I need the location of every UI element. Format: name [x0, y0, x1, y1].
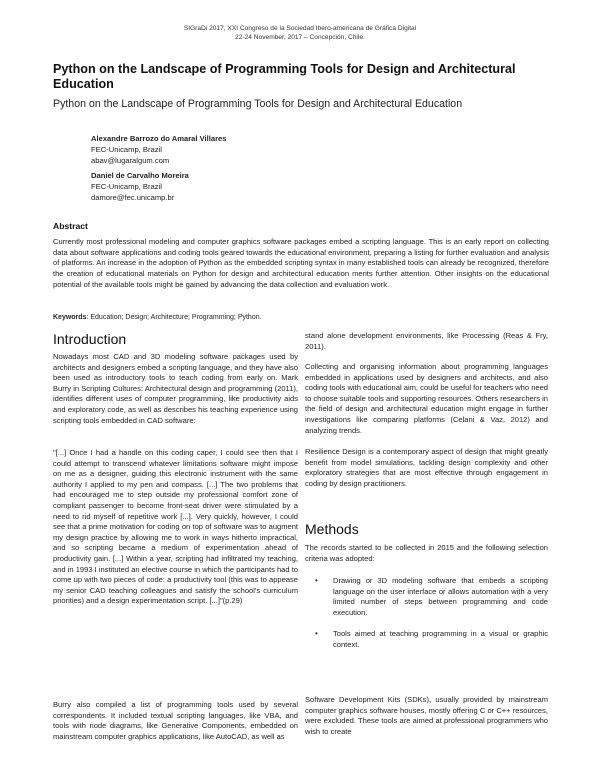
list-item: • Tools aimed at teaching programming in a visual or graphic context. — [315, 629, 548, 649]
conference-header-line1: SIGraDi 2017, XXI Congreso de la Sociedad Ibero-americana de Gráfica Digital — [183, 25, 417, 32]
author-block-2 — [91, 170, 189, 203]
author-email: damore@fec.unicamp.br — [91, 193, 175, 202]
burry-quote: "[...] Once I had a handle on this coding caper, I could see then that I could attempt to transcend whatever limitations software might impose on me as a designer, guiding this electronic instrument with the same authority I applied to my pen and compass. [...] The two problems that had encouraged me to step outside my professional comfort zone of compliant passenger to become front-seat driver were stimulated by a need to rid myself of repetitive work [...]. Very quickly, however, I could see that a prime motivation for coding on top of software was to augment my design practice by allowing me to work in ways hitherto impractical, and so scripting became a medium of experimentation ahead of productivity gain. [...] Within a year, scripting had infiltrated my teaching, and in 1993 I instituted an elective course in which the participants had to come up with two pieces of code: a productivity tool (this was to appease my senior CAD teaching colleagues and satisfy the school's curriculum priorities) and a design experimentation script. [...]"(p.29) — [53, 448, 298, 606]
abstract-text: Currently most professional modeling and computer graphics software packages embed a scripting language. This is an early report on collecting data about software applications and coding tools geared towards the educational environment, preparing a listing for further evaluation and analysis of platforms. An increase in the adoption of Python as the embedded scripting syntax in many established tools can already be recognized, therefore the creation of educational materials on Python for design and architectural education merits further attention. Other insights on the educational potential of the available tools might be gained by advancing the data collection and evaluation work. — [53, 237, 549, 289]
author-affiliation: FEC-Unicamp, Brazil — [91, 145, 162, 154]
author-name: Alexandre Barrozo do Amaral Villares — [91, 134, 227, 143]
intro-paragraph-1: Nowadays most CAD and 3D modeling software packages used by architects and designers embed a scripting language, and they have also been used as introductory tools to teach coding from early on. Mark Burry in Scripting Cultures: Architectural design and programming (2011), identifies different uses of computer programming, like productivity aids and exploratory code, as well as describes his teaching experience using scripting tools embedded in CAD software: — [53, 352, 298, 425]
keywords — [53, 313, 549, 322]
keywords-label: Keywords — [53, 314, 87, 321]
methods-paragraph-1: The records started to be collected in 2015 and the following selection criteria was adopted: — [305, 543, 548, 563]
conference-header-line2: 22-24 November, 2017 – Concepción, Chile. — [235, 34, 365, 41]
methods-heading: Methods — [305, 521, 359, 537]
paper-subtitle: Python on the Landscape of Programming Tools for Design and Architectural Education — [53, 98, 463, 110]
methods-paragraph-2: Software Development Kits (SDKs), usually provided by mainstream computer graphics software houses, mostly offering C or C++ resources, were excluded. These tools are aimed at professional programmers who wish to create — [305, 695, 548, 736]
author-affiliation: FEC-Unicamp, Brazil — [91, 182, 162, 191]
list-item: • Drawing or 3D modeling software that embeds a scripting language on the user interface or allows automation with a very limited number of steps between programming and code execution. — [315, 576, 548, 617]
selection-criteria-list — [305, 576, 548, 662]
author-block-1 — [91, 133, 226, 166]
bullet-icon: • — [315, 576, 318, 585]
intro-paragraph-4: Resilience Design is a contemporary aspect of design that might greatly benefit from model simulations, tackling design complexity and other exploratory strategies that are most effective through engagement in coding by design practitioners. — [305, 447, 548, 488]
intro-paragraph-2-continued: stand alone development environments, like Processing (Reas & Fry, 2011). — [305, 331, 548, 351]
intro-paragraph-3: Collecting and organising information about programming languages embedded in applications used by designers and architects, and also coding tools with educational aim, could be useful for teachers who need to choose suitable tools and supporting resources. Others researchers in the field of design and architectural education might engage in further investigations like comparing platforms (Celani & Vaz, 2012) and analyzing trends. — [305, 362, 548, 435]
intro-paragraph-2: Burry also compiled a list of programming tools used by several correspondents. It included textual scripting languages, like VBA, and tools with node diagrams, like Generative Components, embedded on mainstream computer graphics applications, like AutoCAD, as well as — [53, 700, 298, 741]
paper-title: Python on the Landscape of Programming Tools for Design and Architectural Education — [53, 62, 516, 91]
author-name: Daniel de Carvalho Moreira — [91, 171, 189, 180]
introduction-heading: Introduction — [53, 331, 127, 347]
keywords-text: : Education; Design; Architecture; Programming; Python. — [86, 314, 262, 321]
abstract-heading: Abstract — [53, 221, 88, 231]
bullet-icon: • — [315, 629, 318, 639]
author-email: abav@lugaralgum.com — [91, 156, 170, 165]
